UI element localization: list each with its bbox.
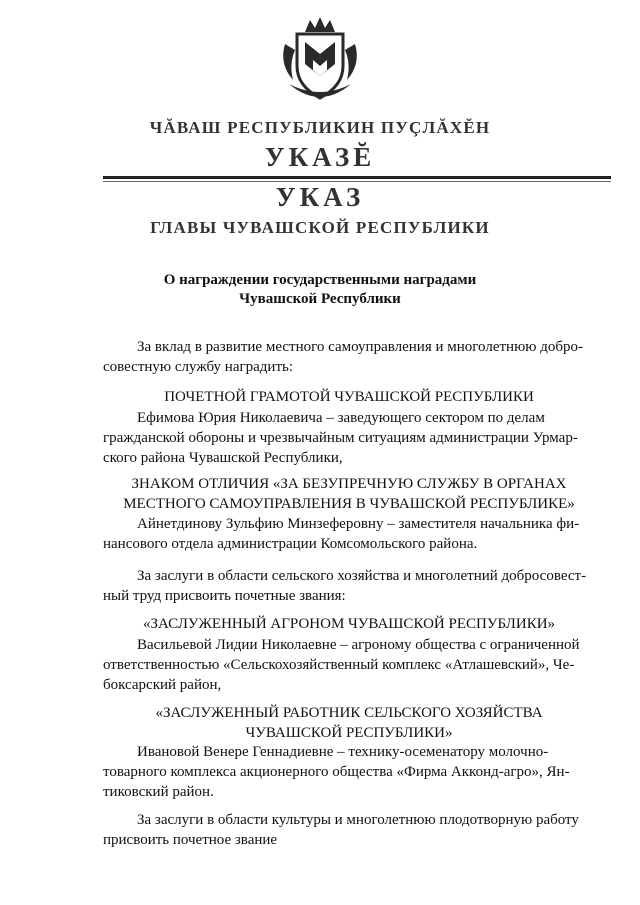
award-title-line: МЕСТНОГО САМОУПРАВЛЕНИЯ В ЧУВАШСКОЙ РЕСПУБЛИКЕ» — [123, 496, 575, 512]
paragraph-line: присвоить почетное звание — [103, 832, 278, 848]
paragraph-line: Айнетдинову Зульфию Минзеферовну – заместителя начальника фи- — [137, 516, 580, 532]
header-russian-title: УКАЗ — [275, 182, 365, 212]
intro-paragraph-2 — [103, 566, 595, 606]
header-divider-thick — [103, 176, 611, 179]
award-recipient-3 — [103, 635, 595, 695]
award-title-4 — [103, 703, 595, 743]
paragraph-line: ный труд присвоить почетные звания: — [103, 588, 346, 604]
paragraph-line: нансового отдела администрации Комсомольского района. — [103, 536, 478, 552]
coat-of-arms-emblem — [275, 14, 365, 106]
paragraph-line: За заслуги в области сельского хозяйства и многолетний добросовест- — [137, 568, 587, 584]
paragraph-line: Ивановой Венере Геннадиевне – технику-осеменатору молочно- — [137, 744, 549, 760]
subject-line-2: Чувашской Республики — [239, 291, 401, 307]
award-title-3: «ЗАСЛУЖЕННЫЙ АГРОНОМ ЧУВАШСКОЙ РЕСПУБЛИКИ» — [142, 616, 556, 632]
paragraph-line: Ефимова Юрия Николаевича – заведующего сектором по делам — [137, 410, 545, 426]
header-chuvash-line: ЧĂВАШ РЕСПУБЛИКИН ПУÇЛĂХĔН — [149, 118, 491, 137]
paragraph-line: совестную службу наградить: — [103, 359, 294, 375]
award-title-line: ЗНАКОМ ОТЛИЧИЯ «ЗА БЕЗУПРЕЧНУЮ СЛУЖБУ В ОРГАНАХ — [131, 476, 567, 492]
award-recipient-2 — [103, 514, 595, 554]
paragraph-line: боксарский район, — [103, 677, 222, 693]
paragraph-line: ского района Чувашской Республики, — [103, 450, 343, 466]
intro-paragraph-3 — [103, 810, 595, 850]
award-recipient-4 — [103, 742, 595, 802]
award-recipient-1 — [103, 408, 595, 468]
award-title-2 — [103, 474, 595, 514]
header-chuvash-title: УКАЗĔ — [264, 142, 376, 172]
paragraph-line: За заслуги в области культуры и многолетнюю плодотворную работу — [137, 812, 579, 828]
header-russian-line: ГЛАВЫ ЧУВАШСКОЙ РЕСПУБЛИКИ — [150, 218, 490, 237]
intro-paragraph-1 — [103, 337, 595, 377]
paragraph-line: Васильевой Лидии Николаевне – агроному общества с ограниченной — [137, 637, 580, 653]
paragraph-line: товарного комплекса акционерного общества «Фирма Акконд-агро», Ян- — [103, 764, 570, 780]
award-title-line: ЧУВАШСКОЙ РЕСПУБЛИКИ» — [245, 725, 453, 741]
paragraph-line: гражданской обороны и чрезвычайным ситуациям администрации Урмар- — [103, 430, 578, 446]
decree-subject — [0, 271, 640, 309]
paragraph-line: тиковский район. — [103, 784, 214, 800]
paragraph-line: ответственностью «Сельскохозяйственный комплекс «Атлашевский», Че- — [103, 657, 575, 673]
award-title-1: ПОЧЕТНОЙ ГРАМОТОЙ ЧУВАШСКОЙ РЕСПУБЛИКИ — [164, 389, 534, 405]
paragraph-line: За вклад в развитие местного самоуправления и многолетнюю добро- — [137, 339, 583, 355]
award-title-line: «ЗАСЛУЖЕННЫЙ РАБОТНИК СЕЛЬСКОГО ХОЗЯЙСТВА — [155, 705, 543, 721]
subject-line-1: О награждении государственными наградами — [163, 272, 477, 288]
